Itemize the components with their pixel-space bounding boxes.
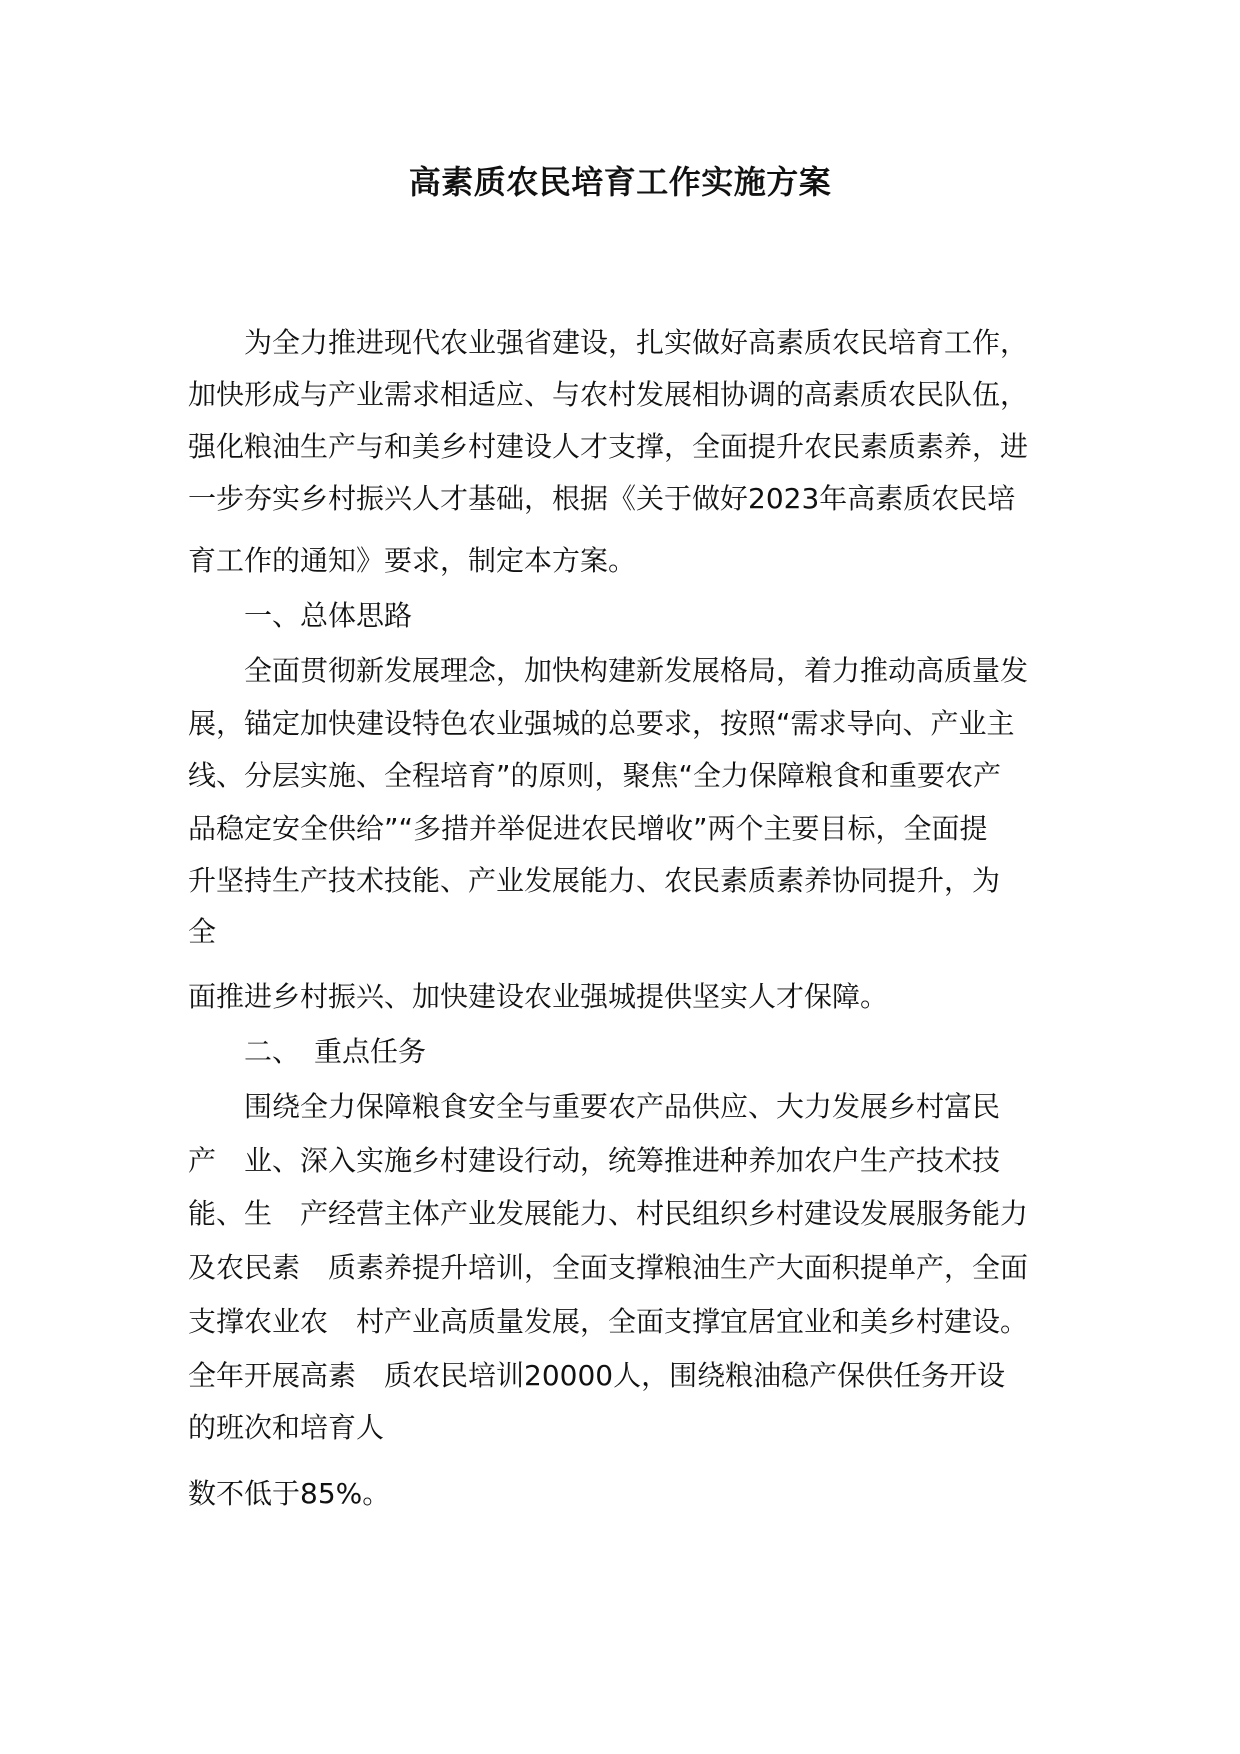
body-line: 数不低于85%。	[188, 1477, 391, 1510]
section-heading: 一、总体思路	[188, 599, 413, 632]
body-line: 为全力推进现代农业强省建设，扎实做好高素质农民培育工作，	[188, 326, 1029, 359]
body-line: 升坚持生产技术技能、产业发展能力、农民素质素养协同提升，为	[188, 864, 1001, 897]
section-heading: 二、 重点任务	[188, 1035, 427, 1068]
body-line: 及农民素 质素养提升培训，全面支撑粮油生产大面积提单产，全面	[188, 1251, 1029, 1284]
body-line: 面推进乡村振兴、加快建设农业强城提供坚实人才保障。	[188, 980, 889, 1013]
body-line: 加快形成与产业需求相适应、与农村发展相协调的高素质农民队伍，	[188, 378, 1029, 411]
body-line: 围绕全力保障粮食安全与重要农产品供应、大力发展乡村富民	[188, 1090, 1001, 1123]
body-line: 线、分层实施、全程培育”的原则，聚焦“全力保障粮食和重要农产	[188, 759, 1002, 792]
document-title: 高素质农民培育工作实施方案	[408, 163, 832, 201]
body-line: 一步夯实乡村振兴人才基础，根据《关于做好2023年高素质农民培	[188, 482, 1016, 515]
body-line: 支撑农业农 村产业高质量发展，全面支撑宜居宜业和美乡村建设。	[188, 1305, 1029, 1338]
body-line: 强化粮油生产与和美乡村建设人才支撑，全面提升农民素质素养，进	[188, 430, 1029, 463]
body-line: 展，锚定加快建设特色农业强城的总要求，按照“需求导向、产业主	[188, 707, 1015, 740]
body-line: 的班次和培育人	[188, 1411, 385, 1444]
body-line: 全面贯彻新发展理念，加快构建新发展格局，着力推动高质量发	[188, 654, 1029, 687]
body-line: 能、生 产经营主体产业发展能力、村民组织乡村建设发展服务能力	[188, 1197, 1029, 1230]
body-line: 品稳定安全供给”“多措并举促进农民增收”两个主要目标，全面提	[188, 812, 988, 845]
body-line: 产 业、深入实施乡村建设行动，统筹推进种养加农户生产技术技	[188, 1144, 1001, 1177]
body-line: 全	[188, 915, 217, 948]
body-line: 全年开展高素 质农民培训20000人，围绕粮油稳产保供任务开设	[188, 1359, 1006, 1392]
body-line: 育工作的通知》要求，制定本方案。	[188, 544, 637, 577]
